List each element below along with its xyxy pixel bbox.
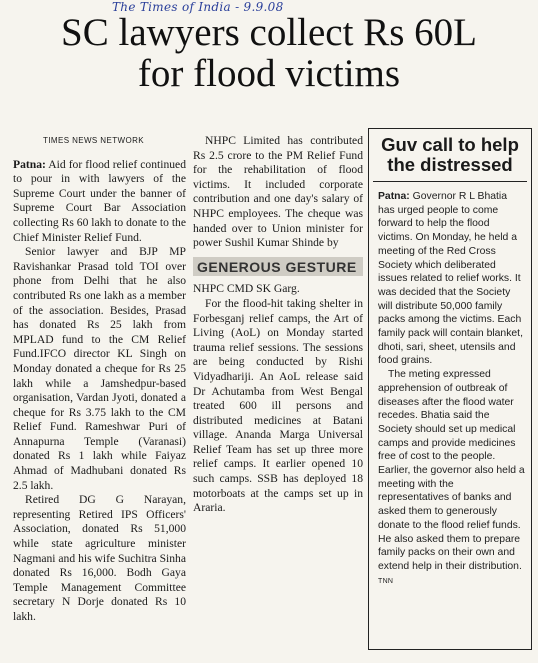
headline-line-2: for flood victims: [137, 52, 401, 95]
story-paragraph-1: Patna: Aid for flood relief continued to pour in with lawyers of the Supreme Court under the banner of Supreme Court Bar Association collecting Rs 60 lakh to donate to the Chief Minister Relief Fund.: [13, 157, 186, 244]
headline-line-1: SC lawyers collect Rs 60L: [61, 11, 477, 54]
sidebar-box: [368, 128, 532, 650]
dateline: Patna:: [13, 157, 46, 171]
subhead: GENEROUS GESTURE: [193, 257, 363, 277]
byline: TIMES NEWS NETWORK: [43, 136, 144, 145]
story-paragraph-6: For the flood-hit taking shelter in Forbesganj relief camps, the Art of Living (AoL) on Monday started trauma relief sessions. The sessions are being conducted by Rishi Vidyadhariji. An AoL release said Dr Achutamba from West Bengal treated 600 ill persons and distributed medicines at Batani village. Ananda Marga Universal Relief Team has set up three more relief camps. It earlier opened 10 such camps. SSB has deployed 18 motorboats at the camps set up in Araria.: [193, 296, 363, 515]
story-paragraph-3: Retired DG G Narayan, representing Retired IPS Officers' Association, donated Rs 51,000 while state agriculture minister Nagmani and his wife Suchitra Sinha donated Rs 16,000. Bodh Gaya Temple Management Committee secretary N Dorje donated Rs 10 lakh.: [13, 493, 186, 623]
sidebar-body: [369, 182, 531, 588]
sidebar-credit: TNN: [378, 577, 394, 585]
sidebar-headline: Guv call to help the distressed: [373, 129, 527, 182]
sidebar-dateline: Patna:: [378, 191, 410, 202]
headline: [0, 12, 538, 94]
story-paragraph-4: NHPC Limited has contributed Rs 2.5 crore to the PM Relief Fund for the rehabilitation of flood victims. It included corporate contribution and one day's salary of NHPC employees. The cheque was handed over to Union minister for power Sushil Kumar Shinde by: [193, 134, 363, 250]
story-paragraph-5: NHPC CMD SK Garg.: [193, 282, 300, 296]
main-story-column-2: [193, 134, 363, 516]
sidebar-paragraph-2: The meting expressed apprehension of outbreak of diseases after the flood water recedes. Bhatia said the Society should set up medical camps and provide medicines free of cost to the people. Earlier, the governor also held a meeting with the representatives of banks and asked them to generously donate to the flood relief funds. He also asked them to prepare family packs on their own and extend help in their distribution. TNN: [378, 369, 525, 585]
main-story-column-1: [13, 134, 186, 625]
sidebar-paragraph-1: Patna: Governor R L Bhatia has urged people to come forward to help the flood victims. On Monday, he held a meeting of the Red Cross Society which deliberated issues related to relief works. It was decided that the Society will distribute 50,000 family packs among the victims. Each family pack will contain blanket, dhoti, sari, sheet, utensils and food grains.: [378, 191, 523, 367]
handwritten-source-note: The Times of India - 9.9.08: [112, 0, 284, 14]
story-paragraph-2: Senior lawyer and BJP MP Ravishankar Prasad told TOI over phone from Delhi that he also contributed Rs one lakh as a member of the association. Besides, Prasad has donated Rs 25 lakh from MPLAD fund to the CM Relief Fund.IFCO director KL Singh on Monday donated a cheque for Rs 25 lakh while a Jamshedpur-based organisation, Vardan Jyoti, donated a cheque for Rs 3.75 lakh to the CM Relief Fund. Rameshwar Puri of Annapurna Temple (Varanasi) donated Rs 1 lakh while Faiyaz Ahmad of Madhubani donated Rs 2.5 lakh.: [13, 245, 186, 492]
